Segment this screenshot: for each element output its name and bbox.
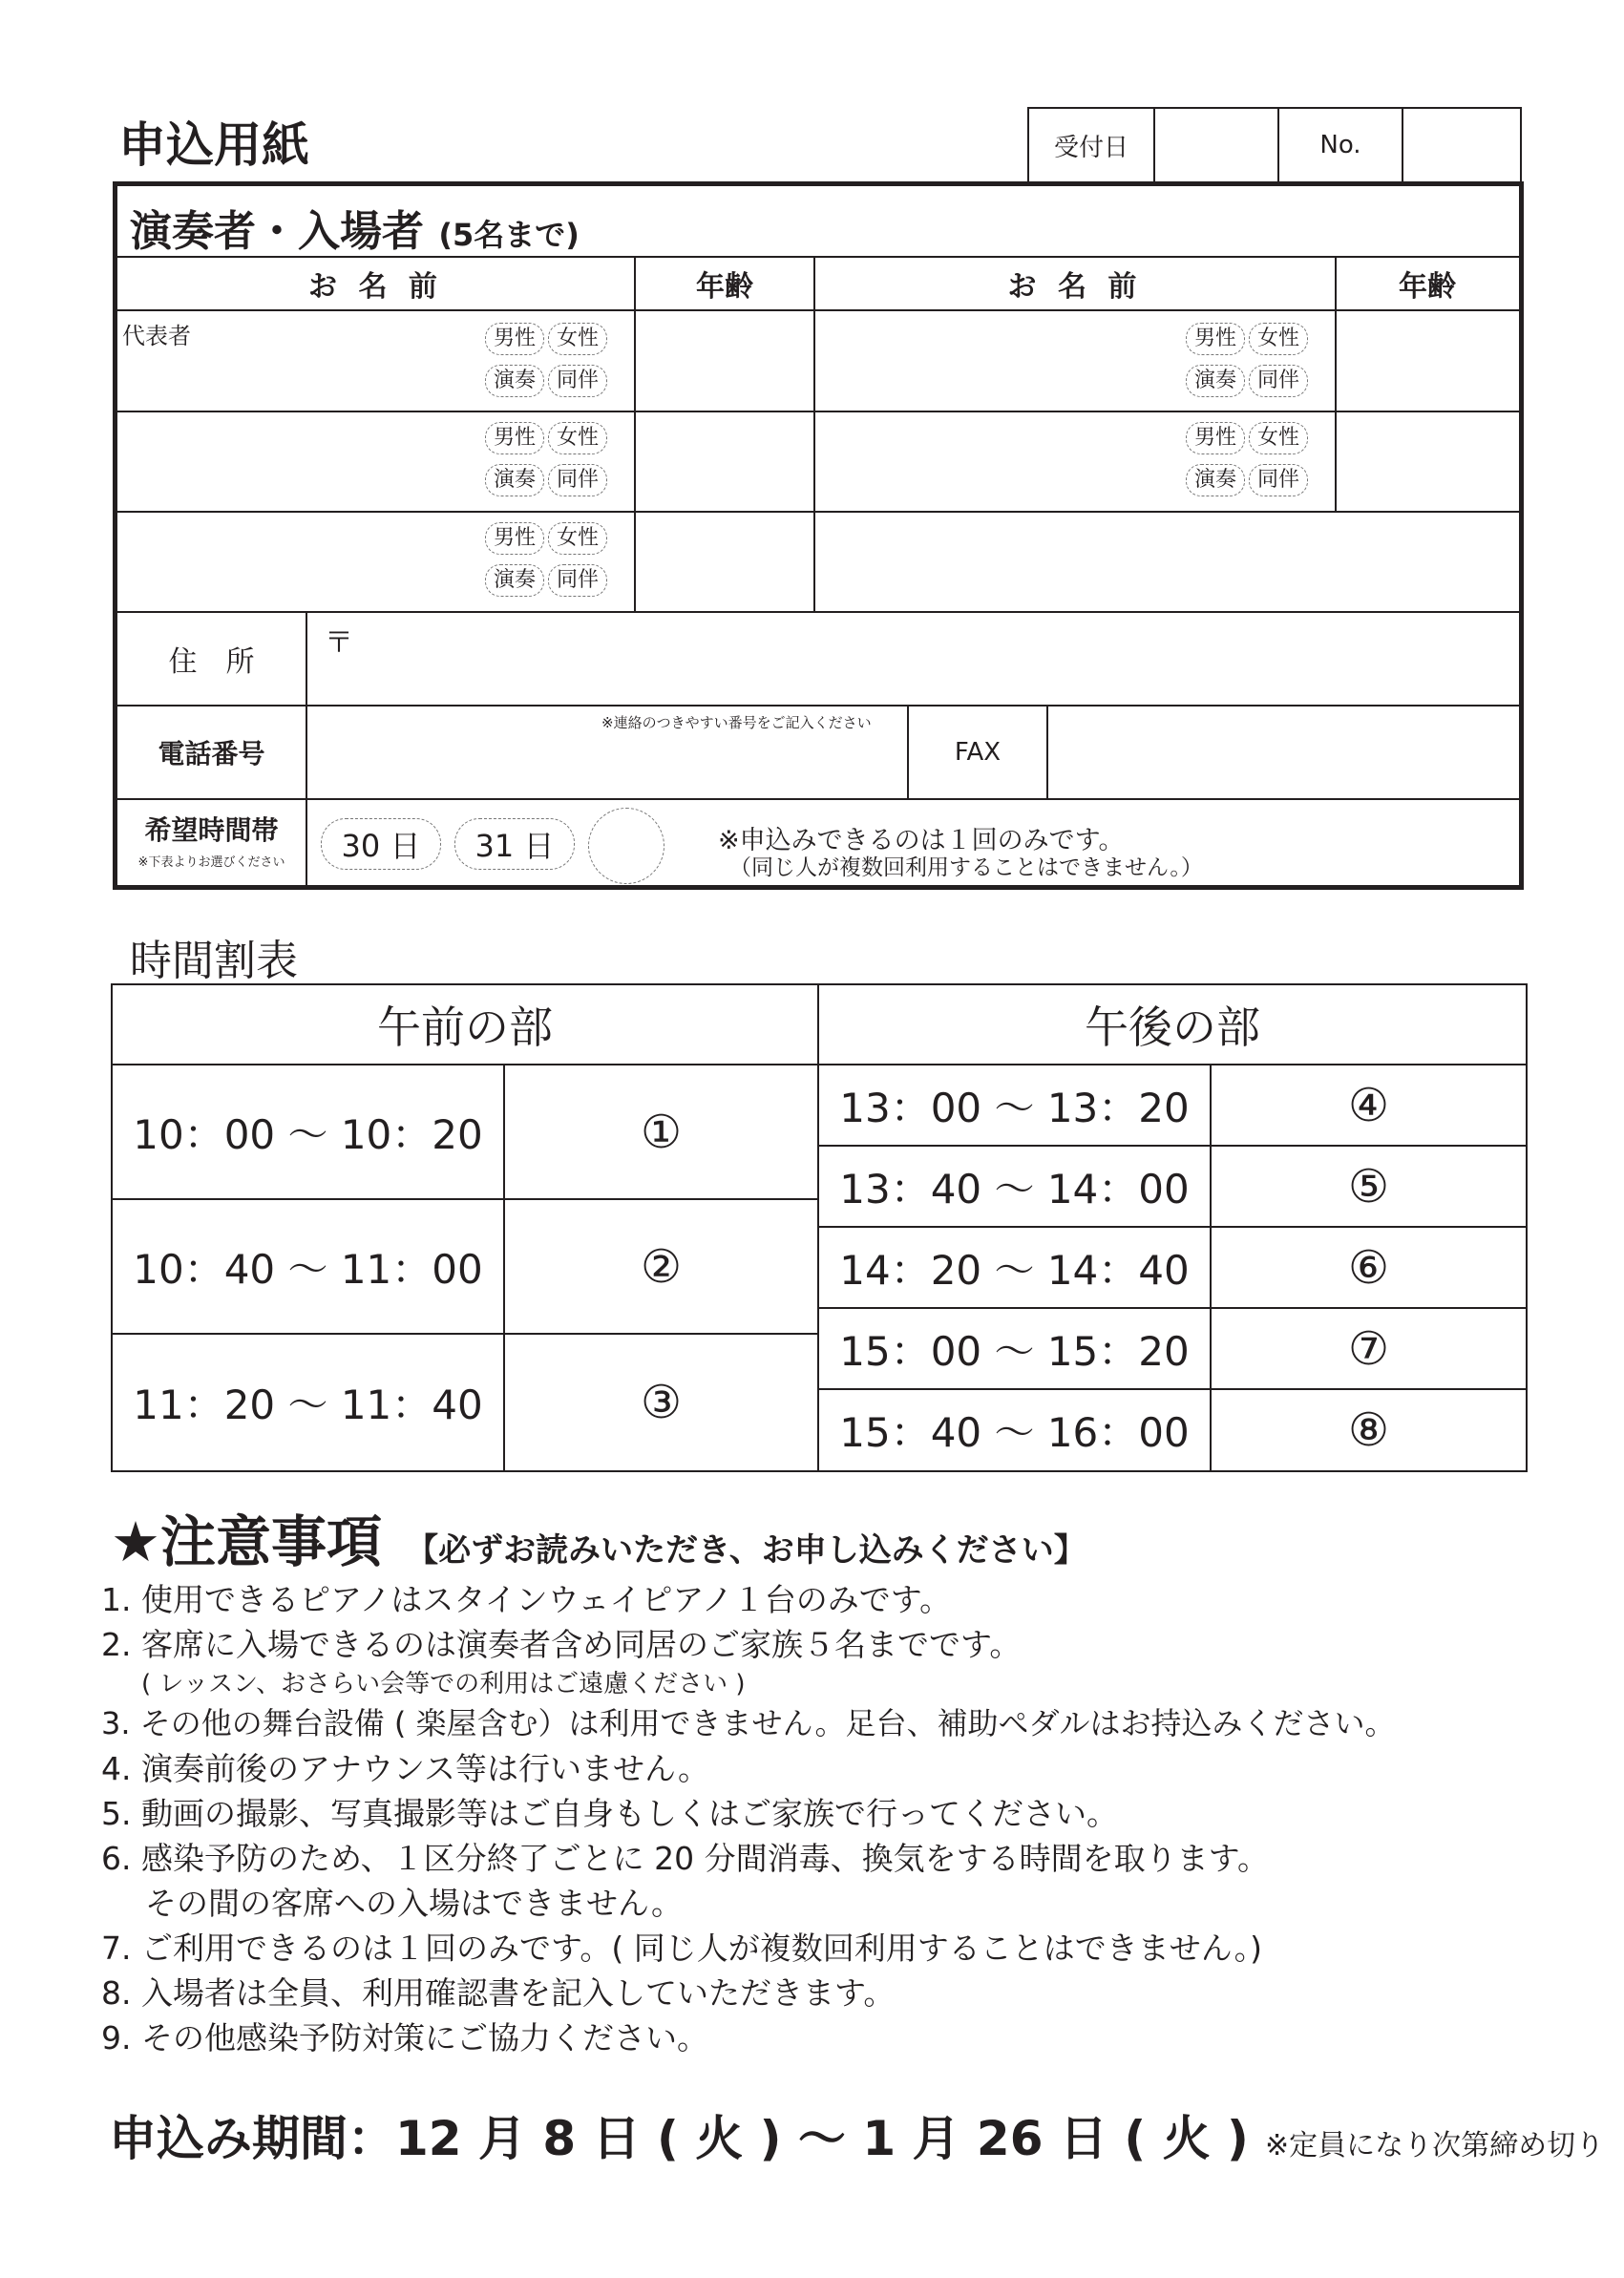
note-item: 6. 感染予防のため、１区分終了ごとに 20 分間消毒、換気をする時間を取ります。 [101,1840,1269,1877]
note-item: 7. ご利用できるのは１回のみです。( 同じ人が複数回利用することはできません。) [101,1930,1263,1967]
time-label [117,810,306,870]
once-note: ※申込みできるのは１回のみです。 [718,826,1125,855]
notes-list [101,1577,1552,2060]
perform-option[interactable]: 演奏 [485,564,544,597]
col-age-right: 年齢 [1399,270,1456,304]
pm-slot-1-time: 13：00 ～ 13：20 [817,1064,1212,1147]
fax-label: FAX [954,738,1002,767]
am-slot-2-no: ② [503,1198,819,1335]
perform-option[interactable]: 演奏 [1186,464,1245,496]
representative-label: 代表者 [122,323,191,349]
postal-mark: 〒 [325,626,353,660]
male-option[interactable]: 男性 [1186,422,1245,454]
person-row-2-right[interactable] [815,412,1335,511]
pm-slot-2-time: 13：40 ～ 14：00 [817,1145,1212,1228]
female-option[interactable]: 女性 [548,522,607,555]
notes-subtitle: 【必ずお読みいただき、お申し込みください】 [406,1531,1086,1570]
male-option[interactable]: 男性 [485,422,544,454]
col-name-right: お 名 前 [1007,270,1143,304]
am-header: 午前の部 [111,983,819,1065]
am-slot-1-time: 10：00 ～ 10：20 [111,1064,505,1200]
female-option[interactable]: 女性 [548,422,607,454]
phone-label: 電話番号 [158,738,265,770]
person-row-1-right[interactable] [815,311,1335,411]
time-label-sub: ※下表よりお選びください [137,855,285,870]
am-slot-1-no: ① [503,1064,819,1200]
pm-slot-3-no: ⑥ [1210,1226,1528,1309]
section-title [130,197,580,258]
companion-option[interactable]: 同伴 [1249,365,1308,397]
col-name-left: お 名 前 [308,270,443,304]
pm-slot-2-no: ⑤ [1210,1145,1528,1228]
am-slot-2-time: 10：40 ～ 11：00 [111,1198,505,1335]
fax-field[interactable] [1048,707,1518,798]
note-item: 1. 使用できるピアノはスタインウェイピアノ１台のみです。 [101,1581,952,1618]
day-31-option[interactable]: 31 日 [454,818,575,870]
reception-label: 受付日 [1029,109,1155,181]
day-30-option[interactable]: 30 日 [321,818,441,870]
address-label: 住 所 [168,645,255,679]
phone-note: ※連絡のつきやすい番号をご記入ください [601,714,872,731]
companion-option[interactable]: 同伴 [548,564,607,597]
note-item: ( レッスン、おさらい会等での利用はご遠慮ください ) [141,1670,746,1698]
note-item: 8. 入場者は全員、利用確認書を記入していただきます。 [101,1974,896,2012]
perform-option[interactable]: 演奏 [485,464,544,496]
phone-field[interactable] [307,707,907,798]
col-age-left: 年齢 [696,270,753,304]
companion-option[interactable]: 同伴 [1249,464,1308,496]
perform-option[interactable]: 演奏 [1186,365,1245,397]
person-row-2-left[interactable] [117,412,634,511]
notes-title: ★注意事項 [111,1509,382,1574]
female-option[interactable]: 女性 [1249,422,1308,454]
period-note: ※定員になり次第締め切り [1264,2129,1605,2162]
pm-slot-4-time: 15：00 ～ 15：20 [817,1307,1212,1390]
once-note-2: （同じ人が複数回利用することはできません。） [729,855,1203,880]
application-period [109,2100,1604,2169]
form-title: 申込用紙 [118,117,309,173]
note-item: 4. 演奏前後のアナウンス等は行いません。 [101,1750,709,1787]
timetable-title: 時間割表 [130,937,298,985]
companion-option[interactable]: 同伴 [548,365,607,397]
pm-slot-3-time: 14：20 ～ 14：40 [817,1226,1212,1309]
female-option[interactable]: 女性 [1249,323,1308,355]
am-slot-3-time: 11：20 ～ 11：40 [111,1333,505,1472]
note-item: 5. 動画の撮影、写真撮影等はご自身もしくはご家族で行ってください。 [101,1795,1118,1832]
section-note: (5名まで) [438,217,580,253]
note-item: その間の客席への入場はできません。 [145,1885,683,1922]
male-option[interactable]: 男性 [485,323,544,355]
no-label: No. [1279,109,1403,181]
note-item: 9. その他感染予防対策にご協力ください。 [101,2019,708,2057]
pm-slot-4-no: ⑦ [1210,1307,1528,1390]
reception-date-field[interactable] [1155,109,1279,181]
pm-slot-5-no: ⑧ [1210,1388,1528,1472]
pm-slot-1-no: ④ [1210,1064,1528,1147]
pm-slot-5-time: 15：40 ～ 16：00 [817,1388,1212,1472]
note-item: 2. 客席に入場できるのは演奏者含め同居のご家族５名までです。 [101,1626,1022,1663]
section-title-text: 演奏者・入場者 [130,207,424,256]
female-option[interactable]: 女性 [548,323,607,355]
am-slot-3-no: ③ [503,1333,819,1472]
note-item: 3. その他の舞台設備 ( 楽屋含む）は利用できません。足台、補助ペダルはお持込みください。 [101,1705,1396,1741]
perform-option[interactable]: 演奏 [485,365,544,397]
person-row-3-left[interactable] [117,513,634,611]
notes-heading [111,1497,1086,1577]
companion-option[interactable]: 同伴 [548,464,607,496]
slot-number-circle[interactable] [588,808,664,884]
address-field[interactable] [307,613,1518,705]
pm-header: 午後の部 [817,983,1528,1065]
reception-box [1027,107,1522,183]
male-option[interactable]: 男性 [1186,323,1245,355]
male-option[interactable]: 男性 [485,522,544,555]
period-label: 申込み期間：12 月 8 日 ( 火 ) ～ 1 月 26 日 ( 火 ) [109,2111,1249,2166]
no-field[interactable] [1403,109,1520,181]
time-label-text: 希望時間帯 [144,814,279,846]
person-row-1-left[interactable] [117,311,634,411]
